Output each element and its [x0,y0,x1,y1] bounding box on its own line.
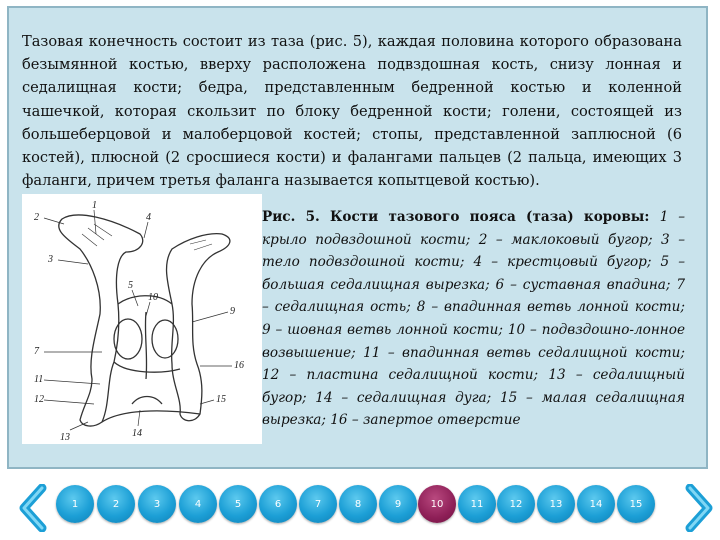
caption-title: Рис. 5. Кости тазового пояса (таза) коровы: [262,209,660,225]
figure-label-7: 7 [34,346,39,357]
figure-label-1: 1 [92,200,97,211]
page-button-11[interactable]: 11 [458,485,496,523]
figure-label-10: 10 [148,292,158,303]
figure-label-9: 9 [230,306,235,317]
page-button-14[interactable]: 14 [577,485,615,523]
figure-label-3: 3 [48,254,53,265]
page-button-2[interactable]: 2 [97,485,135,523]
main-paragraph: Тазовая конечность состоит из таза (рис. 5), каждая половина которого образована безымянной костью, вверху расположена подвздошная кость, снизу лонная и седалищная кости; бедра, представленным бедренной костью и коленной чашечкой, которая скользит по блоку бедренной кости; голени, состоящей из большеберцовой и малоберцовой костей; стопы, представленной заплюсной (6 костей), плюсной (2 сросшиеся кости) и фалангами пальцев (2 пальца, имеющих 3 фаланги, причем третья фаланга называется копытцевой костью). [22,33,682,190]
figure-label-12: 12 [34,394,44,405]
figure-label-15: 15 [216,394,226,405]
page-button-4[interactable]: 4 [179,485,217,523]
page-button-1[interactable]: 1 [56,485,94,523]
figure-label-5: 5 [128,280,133,291]
figure-label-13: 13 [60,432,70,443]
page-button-12[interactable]: 12 [497,485,535,523]
figure-label-2: 2 [34,212,39,223]
figure-caption [262,206,685,432]
figure-label-11: 11 [34,374,44,385]
caption-legend: 1 – крыло подвздошной кости; 2 – маклоковый бугор; 3 – тело подвздошной кости; 4 – крестцовый бугор; 5 – большая седалищная вырезка; 6 – суставная впадина; 7 – седалищная ость; 8 – впадинная ветвь лонной кости; 9 – шовная ветвь лонной кости; 10 – подвздошно-лонное возвышение; 11 – впадинная ветвь седалищной кости; 12 – пластина седалищной кости; 13 – седалищный бугор; 14 – седалищная дуга; 15 – малая седалищная вырезка; 16 – запертое отверстие [262,209,685,429]
page-button-7[interactable]: 7 [299,485,337,523]
next-slide-button[interactable] [684,484,716,532]
page-button-6[interactable]: 6 [259,485,297,523]
page-button-10[interactable]: 10 [418,485,456,523]
pelvis-figure [22,194,262,444]
page-button-8[interactable]: 8 [339,485,377,523]
page-button-13[interactable]: 13 [537,485,575,523]
arrow-right-icon [684,484,716,532]
arrow-left-icon [16,484,48,532]
figure-label-16: 16 [234,360,244,371]
figure-label-14: 14 [132,428,142,439]
page-button-5[interactable]: 5 [219,485,257,523]
page-button-3[interactable]: 3 [138,485,176,523]
prev-slide-button[interactable] [16,484,48,532]
figure-label-4: 4 [146,212,151,223]
page-button-15[interactable]: 15 [617,485,655,523]
page-button-9[interactable]: 9 [379,485,417,523]
pelvis-drawing [22,194,262,444]
